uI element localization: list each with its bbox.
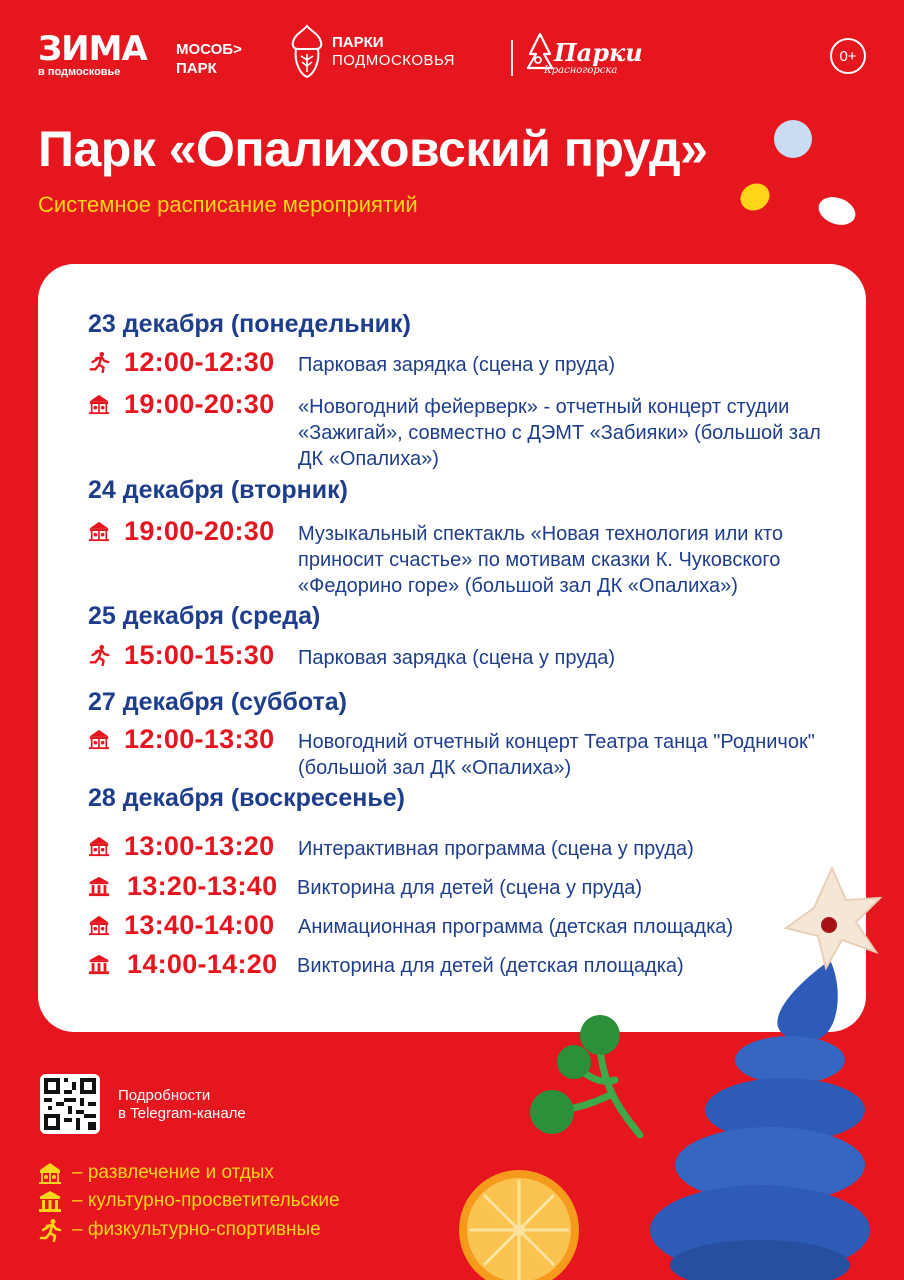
event-description: Музыкальный спектакль «Новая технология или кто приносит счастье» по мотивам сказки К. Чуковского «Федорино горе» (большой зал ДК «Опалиха») <box>298 523 784 597</box>
day-heading: 27 декабря (суббота) <box>88 688 347 716</box>
telegram-info-line1: Подробности <box>118 1087 211 1104</box>
logo-parki-line2: ПОДМОСКОВЬЯ <box>332 52 456 69</box>
schedule-card <box>38 264 866 1032</box>
legend-item-entertainment <box>38 1161 274 1185</box>
page-subtitle: Системное расписание мероприятий <box>38 192 418 217</box>
museum-icon <box>88 875 110 897</box>
decor-dot-white <box>815 192 860 229</box>
age-rating-badge: 0+ <box>830 38 866 74</box>
carousel-icon <box>88 728 110 750</box>
event-description: Интерактивная программа (сцена у пруда) <box>298 838 694 860</box>
telegram-info-line2: в Telegram-канале <box>118 1105 246 1122</box>
legend-item-sport <box>38 1218 321 1242</box>
decor-dot-yellow <box>736 178 775 216</box>
event-time: 14:00-14:20 <box>127 949 278 979</box>
logo-mosobl-line1: МОСОБ> <box>176 41 242 58</box>
telegram-qr-code[interactable] <box>40 1074 100 1134</box>
event-time: 12:00-12:30 <box>124 347 275 377</box>
decor-dot-blue <box>774 120 812 158</box>
legend-item-culture <box>38 1189 340 1213</box>
logo-kras-line2: Красногорска <box>544 65 618 76</box>
logo-parki-podmoskovya <box>290 24 455 80</box>
header-logos <box>38 24 866 84</box>
event-description: Парковая зарядка (сцена у пруда) <box>298 647 616 669</box>
orange-slice-decor <box>459 1170 579 1280</box>
event-time: 19:00-20:30 <box>124 516 275 546</box>
day-heading: 25 декабря (среда) <box>88 602 321 630</box>
event-description: Анимационная программа (детская площадка) <box>298 916 734 938</box>
qr-code-icon <box>44 1078 96 1130</box>
logo-kras-line1: Парки <box>554 38 643 67</box>
logo-zima-subtitle: в подмосковье <box>38 66 121 78</box>
legend-label: – культурно-просветительские <box>72 1190 340 1211</box>
museum-icon <box>38 1189 62 1213</box>
acorn-icon <box>290 24 324 80</box>
event-time: 13:40-14:00 <box>124 910 275 940</box>
day-heading: 23 декабря (понедельник) <box>88 310 411 338</box>
event-time: 13:00-13:20 <box>124 831 275 861</box>
event-description: Викторина для детей (сцена у пруда) <box>297 877 643 899</box>
logo-zima <box>38 29 147 78</box>
logo-mosoblpark <box>176 40 242 78</box>
day-heading: 24 декабря (вторник) <box>88 476 348 504</box>
page-title: Парк «Опалиховский пруд» <box>38 121 708 177</box>
carousel-icon <box>88 914 110 936</box>
museum-icon <box>88 953 110 975</box>
event-time: 19:00-20:30 <box>124 389 275 419</box>
berries-decor <box>530 1015 640 1135</box>
carousel-icon <box>88 393 110 415</box>
event-description: Парковая зарядка (сцена у пруда) <box>298 354 616 376</box>
event-time: 12:00-13:30 <box>124 724 275 754</box>
logo-parki-krasnogorska <box>526 32 643 76</box>
sport-icon <box>88 351 110 373</box>
day-heading: 28 декабря (воскресенье) <box>88 784 405 812</box>
event-description: Викторина для детей (детская площадка) <box>297 955 684 977</box>
logo-divider <box>511 40 513 76</box>
logo-zima-title: ЗИМА <box>38 29 147 69</box>
carousel-icon <box>38 1161 62 1185</box>
telegram-info <box>118 1087 246 1123</box>
logo-mosobl-line2: ПАРК <box>176 60 217 77</box>
event-time: 15:00-15:30 <box>124 640 275 670</box>
legend-label: – физкультурно-спортивные <box>72 1219 321 1240</box>
carousel-icon <box>88 520 110 542</box>
sport-icon <box>38 1218 62 1242</box>
event-description: «Новогодний фейерверк» - отчетный концерт студии «Зажигай», совместно с ДЭМТ «Забияки» (большой зал ДК «Опалиха») <box>298 396 821 470</box>
carousel-icon <box>88 835 110 857</box>
event-time: 13:20-13:40 <box>127 871 278 901</box>
sport-icon <box>88 644 110 666</box>
legend-label: – развлечение и отдых <box>72 1162 274 1183</box>
event-description: Новогодний отчетный концерт Театра танца "Родничок" (большой зал ДК «Опалиха») <box>298 731 815 779</box>
logo-parki-line1: ПАРКИ <box>332 34 384 51</box>
